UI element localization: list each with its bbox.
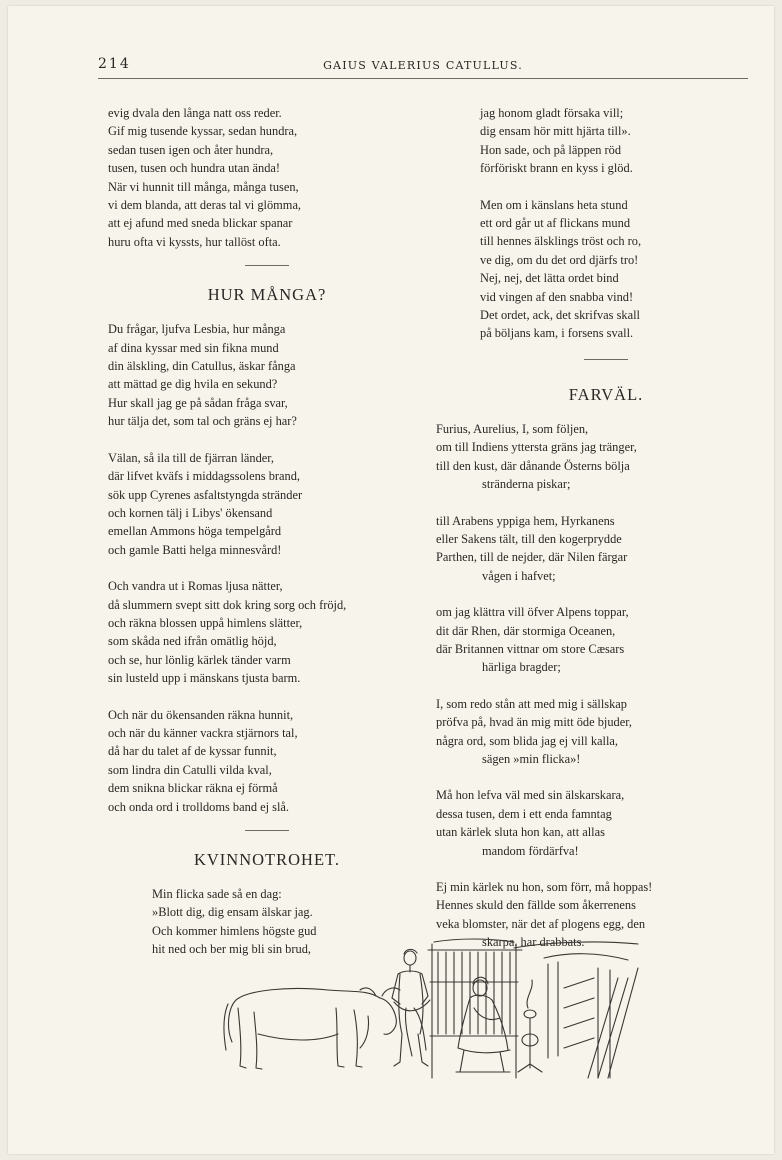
verse-line: emellan Ammons höga tempelgård <box>108 524 282 539</box>
verse-line: att mättad ge dig hvila en sekund? <box>108 377 278 392</box>
right-column <box>436 104 776 952</box>
verse-line: där Britannen vittnar om store Cæsars <box>436 641 625 656</box>
verse-line: Det ordet, ack, det skrifvas skall <box>480 308 640 323</box>
verse-line: och när du känner vackra stjärnors tal, <box>108 725 298 740</box>
verse-line: till den kust, där dånande Österns bölja <box>436 458 630 473</box>
section-divider <box>245 830 289 831</box>
verse-line: af dina kyssar med sin fikna mund <box>108 340 279 355</box>
verse-line: Hennes skuld den fällde som åkerrenens <box>436 898 636 913</box>
verse-line: sägen »min flicka»! <box>482 751 581 766</box>
stanza <box>436 104 776 178</box>
lamp-stand-drawing <box>518 980 542 1072</box>
verse-line: om jag klättra vill öfver Alpens toppar, <box>436 605 629 620</box>
running-title: GAIUS VALERIUS CATULLUS. <box>323 59 523 72</box>
verse-line: Gif mig tusende kyssar, sedan hundra, <box>108 124 298 139</box>
section-divider <box>245 265 289 266</box>
man-drawing <box>392 949 430 1066</box>
stanza <box>108 577 426 687</box>
page-number: 214 <box>98 56 131 72</box>
verse-line: Du frågar, ljufva Lesbia, hur många <box>108 322 286 337</box>
verse-line: Välan, så ila till de fjärran länder, <box>108 450 275 465</box>
verse-line: och se, hur lönlig kärlek tänder varm <box>108 652 291 667</box>
verse-line: eller Sakens tält, till den kogerprydde <box>436 531 622 546</box>
verse-line: Må hon lefva väl med sin älskarskara, <box>436 788 625 803</box>
verse-line: skarpa, har drabbats. <box>482 935 585 950</box>
verse-line: ve dig, om du det ord djärfs tro! <box>480 252 639 267</box>
verse-line: som skåda ned ifrån omätlig höjd, <box>108 634 277 649</box>
verse-line: och räkna blossen uppå himlens slätter, <box>108 615 303 630</box>
verse-line: om till Indiens yttersta gräns jag tränger, <box>436 440 637 455</box>
verse-line: förföriskt brann en kyss i glöd. <box>480 161 633 176</box>
verse-line: hit ned och ber mig bli sin brud, <box>152 942 311 957</box>
verse-line: och onda ord i trolldoms band ej slå. <box>108 799 290 814</box>
verse-line: Men om i känslans heta stund <box>480 197 628 212</box>
verse-line: jag honom gladt försaka vill; <box>480 106 624 120</box>
verse-line: som lindra din Catulli vilda kval, <box>108 762 272 777</box>
header-rule <box>98 78 748 79</box>
verse-line: Och vandra ut i Romas ljusa nätter, <box>108 579 283 594</box>
verse-line: dem snikna blickar räkna ej förmå <box>108 781 278 796</box>
verse-line: vi dem blanda, att deras tal vi glömma, <box>108 198 302 213</box>
stanza <box>108 449 426 559</box>
verse-line: då slummern svept sitt dok kring sorg och fröjd, <box>108 597 347 612</box>
stanza-gap <box>108 431 426 449</box>
verse-line: sedan tusen igen och åter hundra, <box>108 142 274 157</box>
verse-line: sök upp Cyrenes asfaltstyngda stränder <box>108 487 303 502</box>
stanza-gap <box>108 559 426 577</box>
poem-title: HUR MÅNGA? <box>207 285 327 305</box>
verse-line: tusen, tusen och hundra utan ända! <box>108 161 281 176</box>
verse-line: Hon sade, och på läppen röd <box>480 142 622 157</box>
verse-line: hur tälja det, som tal och gräns ej har? <box>108 414 297 429</box>
verse-line: sin lusteld upp i mänskans tjusta barm. <box>108 671 301 686</box>
poem-title: KVINNOTROHET. <box>193 850 341 869</box>
verse-line: vågen i hafvet; <box>482 568 556 583</box>
verse-line: ett ord går ut af flickans mund <box>480 216 631 231</box>
verse-line: Furius, Aurelius, I, som följen, <box>436 421 589 436</box>
verse-line: Nej, nej, det lätta ordet bind <box>480 271 619 286</box>
verse-line: I, som redo stån att med mig i sällskap <box>436 696 627 711</box>
verse-line: Min flicka sade så en dag: <box>152 887 282 901</box>
stanza <box>436 196 776 343</box>
verse-line: på böljans kam, i forsens svall. <box>480 326 634 341</box>
stanza-gap <box>436 768 776 786</box>
stanza <box>436 786 776 860</box>
verse-line: dessa tusen, dem i ett enda famntag <box>436 806 612 821</box>
verse-line: stränderna piskar; <box>482 477 571 492</box>
verse-line: huru ofta vi kyssts, hur tallöst ofta. <box>108 234 281 249</box>
loom-drawing <box>428 939 522 1078</box>
verse-line: din älskling, din Catullus, äskar fånga <box>108 359 296 374</box>
poem-fragment <box>108 104 426 251</box>
verse-line: mandom fördärfva! <box>482 843 579 858</box>
bull-drawing <box>224 988 400 1069</box>
verse-line: och gamle Batti helga minnesvård! <box>108 542 282 557</box>
stanza-gap <box>436 585 776 603</box>
stanza <box>108 706 426 816</box>
verse-line: till Arabens yppiga hem, Hyrkanens <box>436 513 615 528</box>
verse-line: evig dvala den långa natt oss reder. <box>108 106 282 120</box>
stanza <box>436 512 776 586</box>
section-divider <box>584 359 628 360</box>
stanza <box>108 320 426 430</box>
verse-line: att ej afund med sneda blickar spanar <box>108 216 293 231</box>
stanza-gap <box>436 860 776 878</box>
stanza-gap <box>436 677 776 695</box>
stanza-gap <box>108 688 426 706</box>
verse-line: »Blott dig, dig ensam älskar jag. <box>152 905 313 920</box>
verse-line: dig ensam hör mitt hjärta till». <box>480 124 631 139</box>
verse-line: Hur skall jag ge på sådan fråga svar, <box>108 395 288 410</box>
page-header <box>98 56 748 76</box>
stanza <box>436 420 776 494</box>
stanza <box>436 603 776 677</box>
book-page <box>8 6 774 1154</box>
verse-line: där lifvet kväfs i middagssolens brand, <box>108 469 301 484</box>
verse-line: pröfva på, hvad än mig mitt öde bjuder, <box>436 715 632 730</box>
verse-line: till hennes älsklings tröst och ro, <box>480 234 642 249</box>
verse-line: då har du talet af de kyssar funnit, <box>108 744 277 759</box>
verse-line: några ord, som blida jag ej vill kalla, <box>436 733 619 748</box>
stanza <box>436 695 776 769</box>
verse-line: Och kommer himlens högste gud <box>152 923 317 938</box>
verse-line: Ej min kärlek nu hon, som förr, må hoppas! <box>436 880 653 894</box>
poem-title: FARVÄL. <box>568 384 644 404</box>
stanza-gap <box>436 494 776 512</box>
stanza-gap <box>436 178 776 196</box>
verse-line: Och när du ökensanden räkna hunnit, <box>108 707 294 722</box>
verse-line: och kornen tälj i Libys' ökensand <box>108 505 273 520</box>
verse-line: vid vingen af den snabba vind! <box>480 289 634 304</box>
verse-line: härliga bragder; <box>482 660 561 675</box>
verse-line: När vi hunnit till många, många tusen, <box>108 179 299 194</box>
verse-line: utan kärlek sluta hon kan, att allas <box>436 825 605 840</box>
illustration-bull-man-woman-loom <box>218 938 668 1088</box>
verse-line: veka blomster, när det af plogens egg, den <box>436 916 646 931</box>
left-column <box>108 104 426 959</box>
verse-line: dit där Rhen, där stormiga Oceanen, <box>436 623 616 638</box>
verse-line: Parthen, till de nejder, där Nilen färgar <box>436 550 628 565</box>
